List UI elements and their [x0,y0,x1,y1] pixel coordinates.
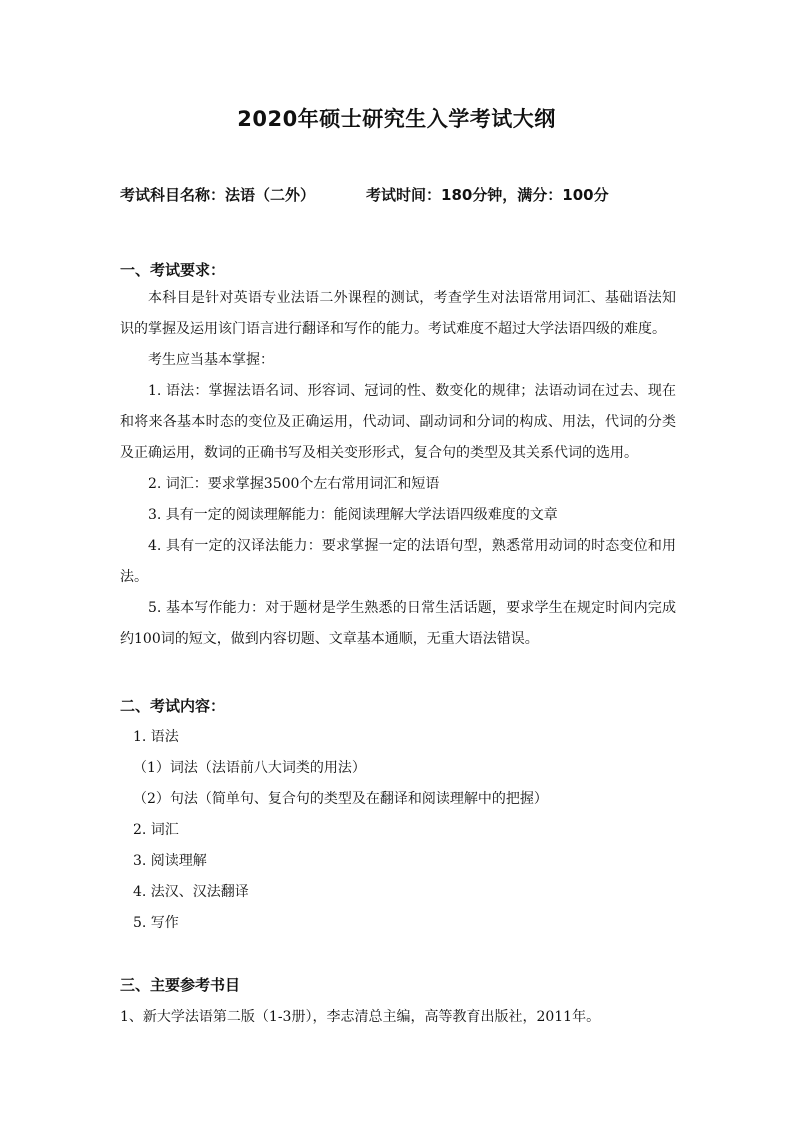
content-item-writing: 5. 写作 [133,915,179,931]
section-heading-references: 三、主要参考书目 [120,976,241,994]
content-item-reading: 3. 阅读理解 [133,853,207,869]
document-title: 2020年硕士研究生入学考试大纲 [237,107,556,131]
content-subitem-morphology: （1）词法（法语前八大词类的用法） [133,760,366,776]
requirement-item-translation: 4. 具有一定的汉译法能力：要求掌握一定的法语句型，熟悉常用动词的时态变位和用法。 [120,538,676,585]
content-item-vocabulary: 2. 词汇 [133,822,179,838]
requirements-intro-paragraph: 本科目是针对英语专业法语二外课程的测试，考查学生对法语常用词汇、基础语法知识的掌握及运用该门语言进行翻译和写作的能力。考试难度不超过大学法语四级的难度。 [120,290,676,337]
content-item-grammar: 1. 语法 [133,729,179,745]
content-subitem-syntax: （2）句法（简单句、复合句的类型及在翻译和阅读理解中的把握） [133,791,548,807]
requirement-item-grammar: 1. 语法：掌握法语名词、形容词、冠词的性、数变化的规律；法语动词在过去、现在和将来各基本时态的变位及正确运用，代动词、副动词和分词的构成、用法，代词的分类及正确运用，数词的正确书写及相关变形形式，复合句的类型及其关系代词的选用。 [120,383,676,461]
requirement-item-reading: 3. 具有一定的阅读理解能力：能阅读理解大学法语四级难度的文章 [148,507,558,523]
requirement-item-vocabulary: 2. 词汇：要求掌握3500个左右常用词汇和短语 [148,476,440,492]
exam-meta-row [120,184,609,205]
section-heading-requirements: 一、考试要求： [120,261,226,279]
subject-label: 考试科目名称：法语（二外） [120,186,316,204]
section-heading-content: 二、考试内容： [120,697,226,715]
content-item-translation: 4. 法汉、汉法翻译 [133,884,249,900]
exam-time-label: 考试时间：180分钟，满分：100分 [366,186,609,204]
requirement-item-writing: 5. 基本写作能力：对于题材是学生熟悉的日常生活话题，要求学生在规定时间内完成约100词的短文，做到内容切题、文章基本通顺，无重大语法错误。 [120,600,676,647]
requirements-lead: 考生应当基本掌握： [148,352,274,368]
reference-item: 1、新大学法语第二版（1-3册），李志清总主编，高等教育出版社，2011年。 [120,1009,601,1025]
